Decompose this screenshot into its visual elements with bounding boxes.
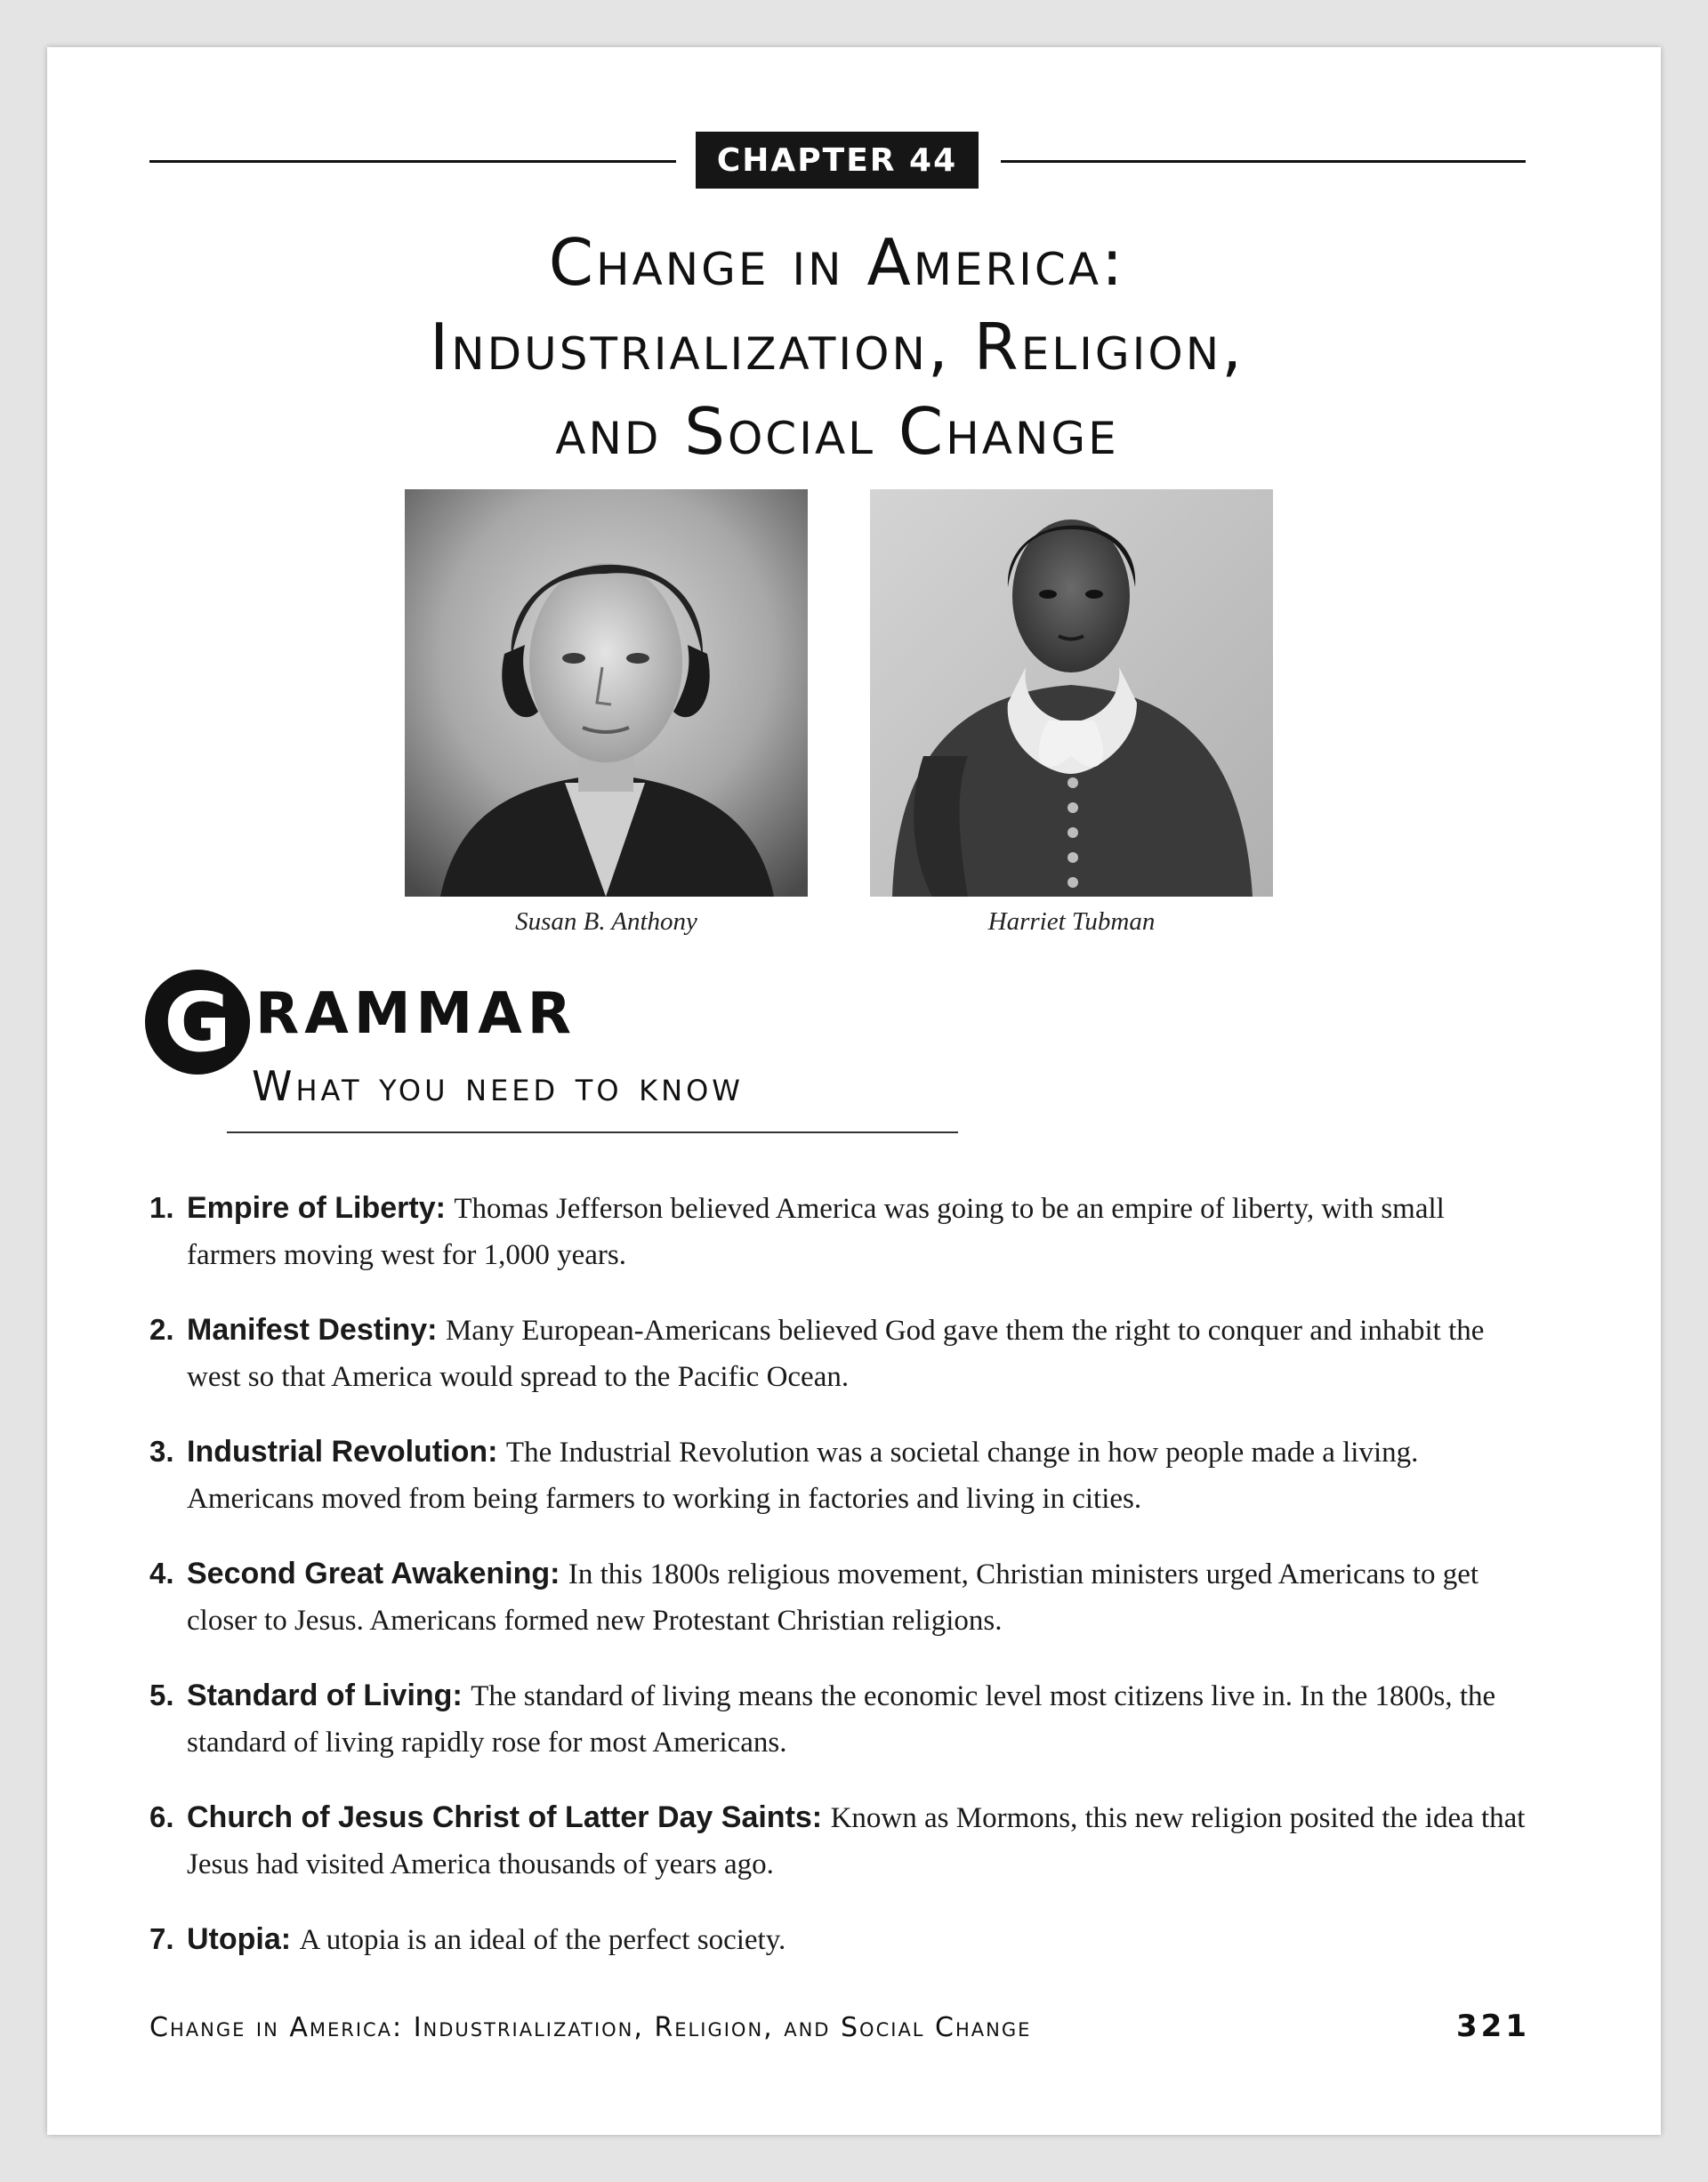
chapter-title — [151, 221, 1523, 474]
item-number: 3. — [149, 1435, 174, 1468]
portrait-photo-1 — [405, 489, 808, 897]
term-definition: Many European-Americans believed God gave them the right to conquer and inhabit the west so that America would spread to the Pacific Ocean. — [187, 1315, 1485, 1393]
portrait-photo-2 — [870, 489, 1273, 897]
term-definition: Known as Mormons, this new religion posited the idea that Jesus had visited America thousands of years ago. — [187, 1802, 1526, 1880]
term-name: Standard of Living: — [187, 1679, 471, 1712]
term-definition: A utopia is an ideal of the perfect society. — [299, 1924, 786, 1956]
term-name: Industrial Revolution: — [187, 1435, 506, 1469]
term-name: Second Great Awakening: — [187, 1557, 568, 1590]
grammar-divider — [227, 1131, 958, 1133]
portrait-2-image — [870, 489, 1273, 897]
list-item — [149, 1916, 1537, 1963]
vocabulary-list — [149, 1185, 1537, 1992]
header-rule-left — [149, 160, 676, 163]
item-number: 4. — [149, 1557, 174, 1590]
item-number: 6. — [149, 1800, 174, 1833]
term-name: Empire of Liberty: — [187, 1191, 455, 1225]
term-definition: In this 1800s religious movement, Christian ministers urged Americans to get closer to Jesus. Americans formed new Protestant Christian religions. — [187, 1558, 1479, 1637]
list-item — [149, 1794, 1537, 1888]
grammar-heading: RAMMAR — [255, 981, 576, 1047]
title-line-2: Industrialization, Religion, — [429, 310, 1245, 384]
term-definition: The Industrial Revolution was a societal change in how people made a living. Americans moved from being farmers to working in factories and living in cities. — [187, 1437, 1419, 1515]
item-number: 2. — [149, 1313, 174, 1346]
title-line-1: Change in America: — [548, 225, 1126, 300]
page-number: 321 — [1456, 2009, 1530, 2044]
list-item — [149, 1550, 1537, 1644]
list-item — [149, 1429, 1537, 1522]
term-definition: Thomas Jefferson believed America was going to be an empire of liberty, with small farmers moving west for 1,000 years. — [187, 1193, 1445, 1271]
portrait-2-caption: Harriet Tubman — [987, 907, 1156, 936]
portrait-1-caption: Susan B. Anthony — [515, 907, 697, 936]
portrait-1-image — [405, 489, 808, 897]
list-item — [149, 1672, 1537, 1766]
item-number: 7. — [149, 1922, 174, 1955]
term-name: Manifest Destiny: — [187, 1313, 446, 1347]
grammar-subtitle: What you need to know — [252, 1062, 744, 1110]
item-number: 5. — [149, 1679, 174, 1711]
footer-running-title: Change in America: Industrialization, Religion, and Social Change — [149, 2012, 1032, 2043]
term-definition: The standard of living means the economic level most citizens live in. In the 1800s, the standard of living rapidly rose for most Americans. — [187, 1680, 1496, 1759]
item-number: 1. — [149, 1191, 174, 1224]
term-name: Church of Jesus Christ of Latter Day Saints: — [187, 1800, 831, 1834]
title-line-3: and Social Change — [555, 394, 1119, 469]
chapter-label: CHAPTER 44 — [696, 132, 979, 189]
list-item — [149, 1185, 1537, 1278]
list-item — [149, 1307, 1537, 1400]
term-name: Utopia: — [187, 1922, 300, 1956]
grammar-initial-badge: G — [145, 970, 250, 1075]
header-rule-right — [1001, 160, 1526, 163]
